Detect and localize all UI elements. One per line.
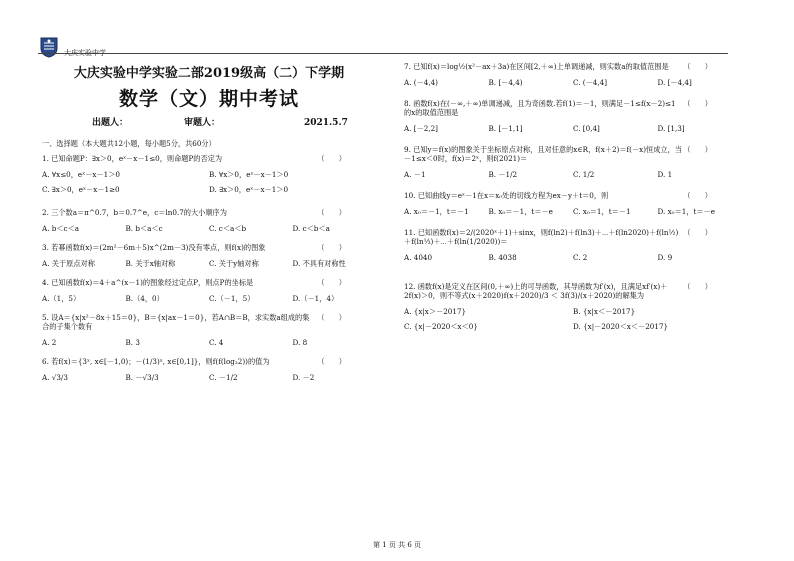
answer-paren: （ ） [317, 313, 346, 323]
option-c: C. ∃x＞0，eˣ－x－1≥0 [42, 185, 120, 195]
page-footer: 第 1 页 共 6 页 [372, 541, 422, 549]
option-list [42, 373, 376, 382]
option-list [404, 253, 742, 262]
answer-paren: （ ） [683, 191, 712, 200]
question [42, 313, 376, 347]
option-c: C. 关于y轴对称 [209, 259, 259, 269]
option-a: A. 2 [42, 338, 57, 348]
option-c: C. 4 [209, 338, 224, 348]
question-stem: 6. 若f(x)＝{3ˣ, x∈[－1,0)；－(1/3)ˣ, x∈[0,1]}，则f(f(log₃2))的值为 [42, 357, 270, 367]
option-b: B. ∀x＞0，eˣ－x－1＞0 [209, 170, 289, 180]
exam-meta [92, 118, 376, 129]
question [404, 228, 742, 262]
author-label: 出题人： [92, 118, 129, 128]
question-stem: 4. 已知函数f(x)＝4＋a^(x－1)的图象经过定点P，则点P的坐标是 [42, 278, 254, 288]
option-a: A. 4040 [404, 253, 433, 262]
answer-paren: （ ） [683, 282, 712, 291]
exam-title-line1: 大庆实验中学实验二部2019级高（二）下学期 [73, 66, 345, 81]
question [42, 243, 376, 268]
option-list [404, 170, 742, 179]
option-d: D. x₀＝1，t＝－e [657, 207, 715, 216]
option-a: A. {x|x＞－2017} [404, 307, 467, 316]
answer-paren: （ ） [317, 357, 346, 367]
answer-paren: （ ） [683, 145, 712, 154]
question [404, 191, 742, 216]
option-a: A. √3/3 [42, 373, 68, 383]
option-d: D. －2 [292, 373, 315, 383]
option-a: A. x₀＝－1，t＝－1 [404, 207, 469, 216]
question [42, 154, 376, 200]
question-stem: 5. 设A＝{x|x²－8x＋15＝0}，B＝{x|ax－1＝0}，若A∩B＝B，求实数a组成的集合的子集个数有 [42, 313, 310, 332]
option-b: B. [－1,1] [488, 124, 523, 133]
question-stem: 11. 已知函数f(x)＝2/(2020ˣ＋1)＋sinx，则f(ln2)＋f(ln3)＋⋯＋f(ln2020)＋f(ln½)＋f(ln⅓)＋⋯＋f(ln(1/2020))＝ [404, 228, 679, 246]
answer-paren: （ ） [683, 99, 712, 108]
option-list [404, 307, 742, 337]
option-a: A. 关于原点对称 [42, 259, 95, 269]
question [404, 62, 742, 87]
exam-title-line2: 数学（文）期中考试 [118, 88, 299, 111]
option-list [404, 78, 742, 87]
option-b: B. {x|x＜－2017} [573, 307, 636, 316]
option-list [42, 294, 376, 303]
option-list [404, 207, 742, 216]
option-a: A.（1，5） [42, 294, 81, 304]
answer-paren: （ ） [317, 208, 346, 218]
question [404, 282, 742, 337]
section-heading: 一、选择题（本大题共12小题，每小题5分，共60分） [42, 139, 216, 149]
option-list [404, 124, 742, 133]
option-list [42, 170, 376, 200]
exam-date: 2021.5.7 [304, 118, 348, 128]
question [42, 208, 376, 233]
answer-paren: （ ） [317, 154, 346, 164]
option-d: D. [－4,4] [657, 78, 692, 87]
option-b: B. 关于x轴对称 [125, 259, 176, 269]
option-d: D. [1,3] [657, 124, 685, 133]
option-c: C. －1/2 [209, 373, 238, 383]
option-d: D. c＜b＜a [292, 224, 330, 234]
question-stem: 7. 已知f(x)＝log½(x²－ax＋3a)在区间[2,＋∞)上单调递减，则实数a的取值范围是 [404, 62, 669, 71]
answer-paren: （ ） [317, 278, 346, 288]
question [404, 145, 742, 179]
option-b: B. －√3/3 [125, 373, 159, 383]
option-c: C. c＜a＜b [209, 224, 247, 234]
left-column [42, 60, 376, 392]
option-list [42, 224, 376, 233]
option-a: A. [－2,2] [404, 124, 438, 133]
option-b: B. [－4,4) [488, 78, 523, 87]
question [404, 99, 742, 133]
question-stem: 3. 若幂函数f(x)＝(2m²－6m＋5)x^(2m－3)没有零点，则f(x)的图象 [42, 243, 266, 253]
option-a: A. ∀x≤0，eˣ－x－1＞0 [42, 170, 120, 180]
question-stem: 10. 已知曲线y＝eˣ－1在x＝x₀处的切线方程为ex－y＋t＝0，则 [404, 191, 609, 200]
option-c: C.（－1，5） [209, 294, 255, 304]
option-d: D. 不具有对称性 [292, 259, 346, 269]
question [42, 278, 376, 303]
option-b: B. b＜a＜c [125, 224, 163, 234]
question-stem: 2. 三个数a＝π^0.7，b＝0.7^e，c＝ln0.7的大小顺序为 [42, 208, 227, 218]
option-d: D.（－1，4） [292, 294, 339, 304]
option-b: B. 4038 [488, 253, 517, 262]
option-a: A. (－4,4) [404, 78, 438, 87]
option-c: C. 1/2 [573, 170, 595, 179]
question-stem: 9. 已知y＝f(x)的图象关于坐标原点对称，且对任意的x∈R，f(x＋2)＝f(－x)恒成立，当－1≤x＜0时，f(x)＝2ˣ，则f(2021)＝ [404, 145, 682, 163]
answer-paren: （ ） [683, 228, 712, 237]
option-d: D. 1 [657, 170, 673, 179]
option-d: D. 8 [292, 338, 308, 348]
option-a: A. b＜c＜a [42, 224, 80, 234]
option-c: C. (－4,4] [573, 78, 608, 87]
option-list [42, 338, 376, 347]
answer-paren: （ ） [683, 62, 712, 71]
option-c: C. {x|－2020＜x＜0} [404, 322, 478, 331]
option-b: B. 3 [125, 338, 140, 348]
question-stem: 1. 已知命题P：∃x＞0，eˣ－x－1≤0，则命题P的否定为 [42, 154, 223, 164]
option-d: D. 9 [657, 253, 673, 262]
option-b: B. －1/2 [488, 170, 518, 179]
option-c: C. [0,4] [573, 124, 600, 133]
right-question-list [404, 62, 742, 337]
header-school-name: 大庆实验中学 [64, 49, 106, 57]
answer-paren: （ ） [317, 243, 346, 253]
school-logo-icon [38, 36, 60, 58]
option-c: C. 2 [573, 253, 588, 262]
option-d: D. {x|－2020＜x＜－2017} [573, 322, 669, 331]
option-a: A. －1 [404, 170, 426, 179]
header-rule [38, 53, 728, 54]
question [42, 357, 376, 382]
question-stem: 12. 函数f(x)是定义在区间(0,＋∞)上的可导函数，其导函数为f′(x)，且满足xf′(x)＋2f(x)＞0，则不等式(x＋2020)f(x＋2020)/3 ＜ 3f(3)/(x＋2020)的解集为 [404, 282, 668, 300]
question-stem: 8. 函数f(x)在(－∞,＋∞)单调递减，且为奇函数.若f(1)＝－1，则满足－1≤f(x－2)≤1的x的取值范围是 [404, 99, 676, 117]
option-b: B. x₀＝－1，t＝－e [488, 207, 553, 216]
header [38, 36, 106, 58]
option-c: C. x₀＝1，t＝－1 [573, 207, 631, 216]
option-d: D. ∃x＞0，eˣ－x－1＞0 [209, 185, 289, 195]
left-question-list [42, 154, 376, 382]
reviewer-label: 审题人： [184, 118, 221, 128]
option-list [42, 259, 376, 268]
option-b: B.（4，0） [125, 294, 164, 304]
right-column [404, 62, 742, 347]
